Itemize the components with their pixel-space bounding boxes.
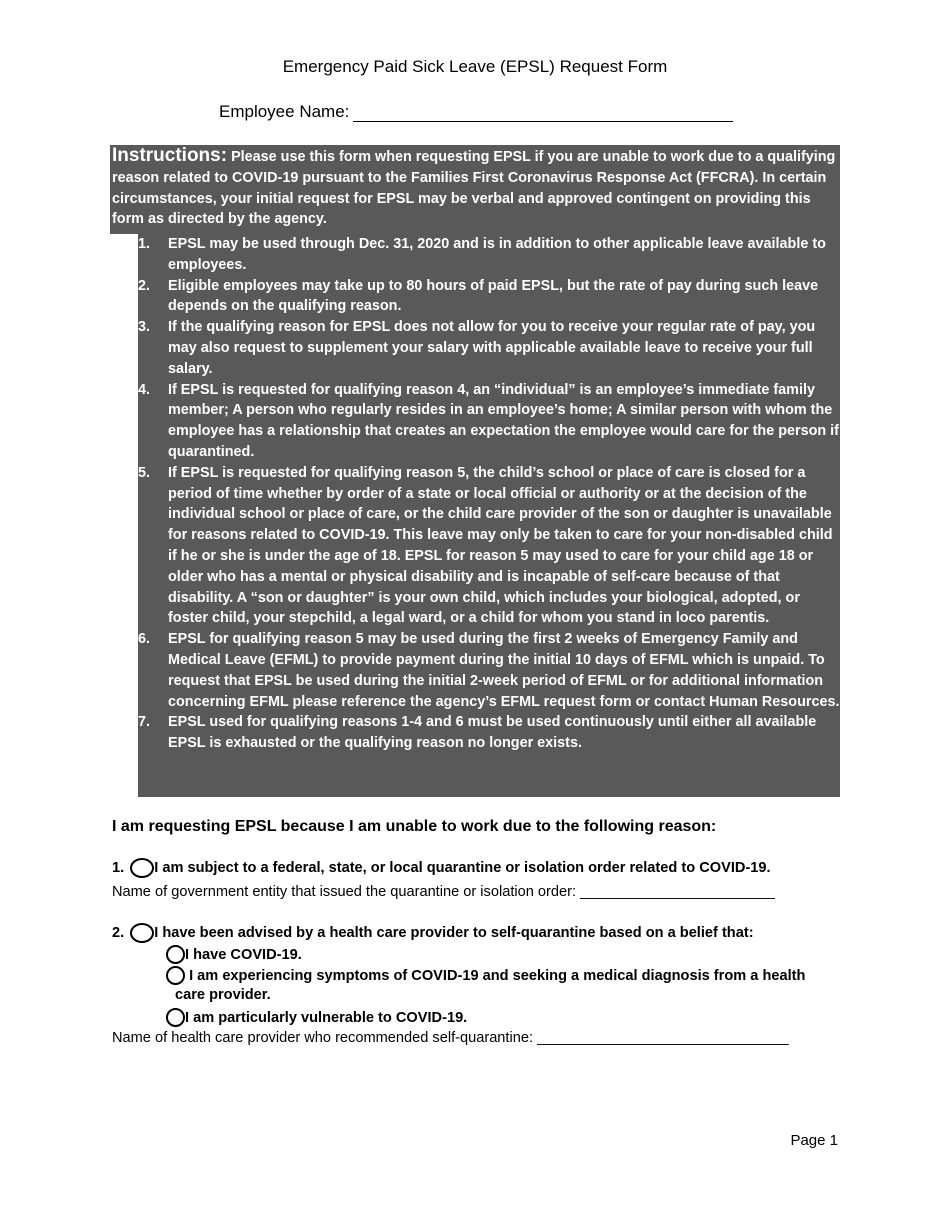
employee-name-label: Employee Name:	[219, 102, 350, 121]
form-title: Emergency Paid Sick Leave (EPSL) Request Form	[282, 57, 668, 76]
instruction-text: If the qualifying reason for EPSL does not allow for you to receive your regular rate of pay, you may also request to supplement your salary with applicable available leave to receive your full salary.	[168, 319, 816, 377]
employee-name-field[interactable]	[353, 105, 733, 122]
instruction-number: 6.	[138, 631, 151, 648]
option-c-radio[interactable]	[166, 1008, 185, 1027]
reason-2-option-a	[166, 945, 302, 964]
instruction-text: EPSL for qualifying reason 5 may be used during the first 2 weeks of Emergency Family and Medical Leave (EFML) to provide payment during the initial 10 days of EFML which is unpaid. To request that EPSL be used during the initial 2-week period of EFML or for additional information concerning EFML please reference the agency’s EFML request form or contact Human Resources.	[168, 631, 840, 710]
instruction-number: 7.	[138, 714, 151, 731]
reason-2-field[interactable]: Name of health care provider who recommended self-quarantine: _______________________________	[112, 1030, 789, 1046]
instruction-item	[138, 317, 840, 379]
reason-2-radio[interactable]	[130, 923, 154, 943]
instruction-number: 3.	[138, 319, 151, 336]
reason-1-field[interactable]: Name of government entity that issued the quarantine or isolation order: ________________________	[112, 884, 775, 900]
instruction-text: If EPSL is requested for qualifying reason 5, the child’s school or place of care is closed for a period of time whether by order of a state or local official or authority or at the decision of the individual school or place of care, or the child care provider of the son or daughter is unavailable for reasons related to COVID-19. This leave may only be taken to care for your non-disabled child if he or she is under the age of 18. EPSL for reason 5 may used to care for your child age 18 or older who has a mental or physical disability and is incapable of self-care because of that disability. A “son or daughter” is your own child, which includes your biological, adopted, or foster child, your stepchild, a legal ward, or a child for whom you stand in loco parentis.	[168, 464, 833, 627]
reason-2-row	[112, 923, 754, 943]
reason-heading: I am requesting EPSL because I am unable to work due to the following reason:	[112, 818, 717, 835]
instructions-intro-text: Please use this form when requesting EPSL if you are unable to work due to a qualifying reason related to COVID-19 pursuant to the Families First Coronavirus Response Act (FFCRA). In certain circumstances, your initial request for EPSL may be verbal and approved contingent on providing this form as directed by the agency.	[112, 149, 836, 228]
employee-name-row	[219, 102, 733, 122]
reason-2-option-b-cont: care provider.	[175, 987, 271, 1003]
instruction-text: EPSL used for qualifying reasons 1-4 and 6 must be used continuously until either all available EPSL is exhausted or the qualifying reason no longer exists.	[168, 714, 817, 752]
option-b-text: I am experiencing symptoms of COVID-19 and seeking a medical diagnosis from a health	[189, 968, 806, 984]
option-c-text: I am particularly vulnerable to COVID-19.	[185, 1010, 468, 1026]
page-number: Page 1	[790, 1132, 838, 1149]
instructions-list	[138, 234, 840, 754]
reason-2-text: I have been advised by a health care provider to self-quarantine based on a belief that:	[154, 925, 754, 941]
reason-1-text: I am subject to a federal, state, or local quarantine or isolation order related to COVID-19.	[154, 860, 771, 876]
reason-2-option-b	[166, 966, 805, 985]
instructions-label: Instructions:	[112, 145, 228, 166]
instruction-item	[138, 629, 840, 712]
reason-1-row	[112, 858, 771, 878]
instruction-number: 1.	[138, 236, 151, 252]
option-a-text: I have COVID-19.	[185, 947, 302, 963]
instruction-text: If EPSL is requested for qualifying reason 4, an “individual” is an employee’s immediate family member; A person who regularly resides in an employee’s home; A similar person with whom the employee has a relationship that creates an expectation the employee would care for the person if quarantined.	[168, 381, 839, 460]
reason-1-radio[interactable]	[130, 858, 154, 878]
instruction-item	[138, 712, 840, 754]
instructions-box-list	[138, 234, 840, 797]
reason-1-number: 1.	[112, 860, 125, 876]
instruction-text: Eligible employees may take up to 80 hours of paid EPSL, but the rate of pay during such leave depends on the qualifying reason.	[168, 277, 819, 315]
instruction-item	[138, 380, 840, 463]
instruction-number: 5.	[138, 464, 151, 481]
reason-2-number: 2.	[112, 925, 125, 941]
instruction-number: 2.	[138, 277, 151, 294]
option-b-radio[interactable]	[166, 966, 185, 985]
instruction-number: 4.	[138, 381, 151, 398]
option-a-radio[interactable]	[166, 945, 185, 964]
instruction-text: EPSL may be used through Dec. 31, 2020 and is in addition to other applicable leave available to employees.	[168, 236, 826, 273]
instructions-intro	[112, 146, 842, 230]
instruction-item	[138, 276, 840, 318]
instruction-item	[138, 463, 840, 629]
instruction-item	[138, 234, 840, 276]
reason-2-option-c	[166, 1008, 467, 1027]
